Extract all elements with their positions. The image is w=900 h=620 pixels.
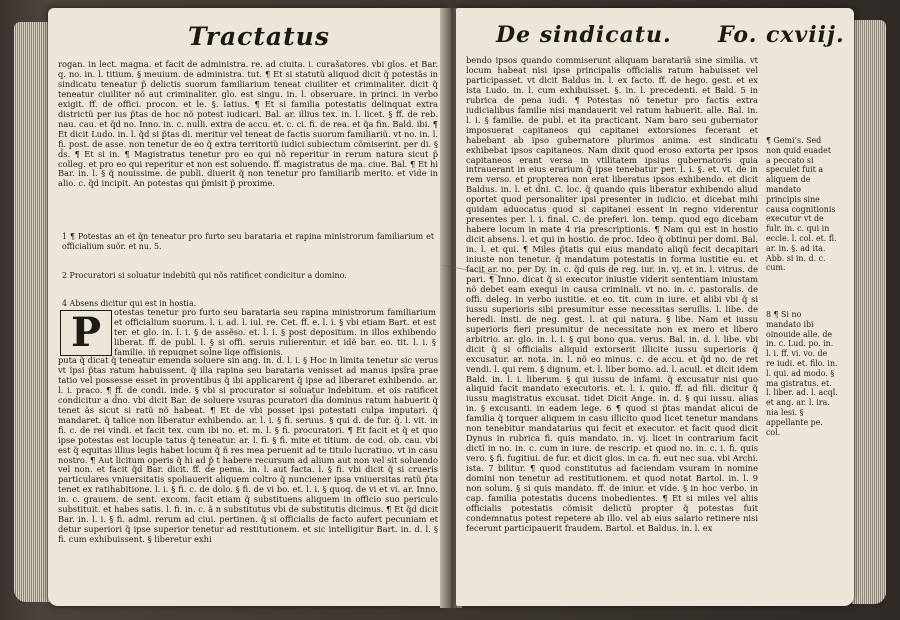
summary-item: 1 ¶ Potestas an et q̃n teneatur pro furto seu barataria et rapina ministrorum familiarium et officialium suõr. et nu. 5. xyxy=(62,232,434,251)
summary-item: 4 Absens dicitur qui est in hostia. xyxy=(62,299,197,309)
left-text-continued: puta q̃ dicat q̃ teneatur emenda soluere sin ang. in. d. l. i. § Hoc in limita tenetur sic verus vt ĩpsi p̃tas ratum habuissent. q̃ illa rapina seu barataria venisset ad manus ipsĩra prae tatio vel possesse esset in proventibus q̃ ibi applicarent q̃ ipse ad liberaret exhibendo. ar. l. i. praco. ¶ ff. de condi. inde. § vbi si procurator si soluatur indebitum. et ois ratificet condicitur a d̃no. vbi dicit Bar. de soluere vsuras pcuratori d̃ia dominus ratum habuerit q̃ tenet ãs sicut si ratũ nõ habeat. ¶ Et de vbi posset ipsi potestati culpa imputari. q̃ mandaret. q̃ talice non liberatur exhibendo. ar. l. i. § fi. seruus. § qui d. de fur. q̃. l. vit. in fi. c. de rei vindi. et facit tex. cum ibi no. et. m. l. § fi. procuratori. ¶ Et facit et q̃ et quo ipse potestas est locuple tatus q̃ teneatur. ar. l. fi. § fi. mite et titium. de cod. ob. cau. vbi est q̃ equitas illius legis habet locum q̃ ñ res mea peruenit ad te titulo lucratiuo. vt in casu nostro. ¶ Aut licitum operis q̃ hi ad p̃ t habere recursum ad alium aut non vel sit soluendo vel non. et facit q̃d Bar. dicit. ff. de pema. in. l. aut facta. l. § fi. vbi dicit q̃ si crueris particulares vniuersitatis spoliauerit aliquem coltro q̃ nunciener ipsa vniuersitas ratũ p̃ta tenet ex ratihabitione. l. i. § fi. c. de dolo. § fi. de vi bo. et. l. i. § quoq. de vi et vi. ar. Inno. in. c. grauem. de sent. excom. facit etiam q̃ substituens aliquem in officio suo periculo substituit. et habes satis. l. fi. in. c. ã n substitutus vbi de substitutis dicimus. ¶ Et q̃d dicit Bar. in. l. i. § fi. admi. rerum ad ciui. pertinen. q̃ si officialis de facto aufert pecuniam et detur superiori q̃ ipse superior tenetur ad restitutionem. et sic intelligitur Bart. in. d. l. § fi. cum exhibuissent. § liberetur exhi xyxy=(58,356,438,545)
left-text-top: rogan. in lect. magna. et facit de administra. re. ad ciuita. i. curašatores. vbi glos. et Bar. q. no. in. l. titium. § meuium. de administra. tut. ¶ Et si statutũ aliquod dicit q̃ potestãs in sindicatu teneatur p̃ delictis suorum familiarium teneat ciuiliter et criminaliter. dicit q̃ teneatur ciuiliter nõ aut criminaliter. glo. est singu. in. l. obseruare. in princi. in verbo exigit. ff. de offici. procon. et le. §. latius. ¶ Et si familia potestatis delinquat extra districtũ per ius p̃tas de hoc nõ potest iudicari. Bal. ar. illius tex. in. l. licet. § ff. de reb. nau. cau. et q̃d no. Inno. in. c. nulli. extra de accu. et. c. ci. fi. de rea. et q̃a fin. Bald. ibi. ¶ Et dicit Ludo. in. l. q̃d si p̃tas di. meritur vel teneat de factis suorum familiariũ. vt no. in. l. fi. post. de asse. non tenetur de eo q̃ extra territoriũ iudici subiectum cõmiserint. per di. § d̃s. ¶ Et si in. ¶ Magistratus tenetur pro eo qui nõ reperitur in rerum natura sicut p̃ colleg. et pro eo qui reperitur et non est soluendo. ff. magistratus de ma. ciue. Bal. ¶ Et hi Bar. in. l. § q̃ nouissime. de publi. diuerit q̃ non tenetur pro familiarib̓ merito. et vide in alio. c. q̃d incipit. An potestas qui p̃misit p̃ proxime. xyxy=(58,60,438,189)
right-main-text: bendo ipsos quando commiserunt aliquam baratariã sine similia. vt locum habeat nisi ipse principalis officialis ratum habuisset vel participasset. vt dicit Baldus in. l. ex facto. ff. de hego. gest. et ex ista Ludo. in. l. cum exhibuisset. §. in. l. precedenti. et Bald. 5 in rubrica de pena iudi. ¶ Potestas nõ tenetur pro factis extra iudicialibus familie nisi mandauerit vel ratum habuerit. alle. Bal. in. l. i. § familie. de publ. et ita practicant. Nam baro seu gubernator imposuerat capitaneos qui capitanei extorsiones fecerant et habebant ab ipso gubernatore plurimos anima. est sindicatu exhibebat ipsos capitaneos. Nam dixit quod eroso extorta per ipsos capitaneos erant versa in vtilitatem ipsius gubernatoris quia intrauerant in eius erarium q̃ ipse tenebatur per. l. i. §. et. vt. de in rem verso. et propterea non erat liberatus ipsos exhibendo. et dicit Baldus. in. l. et d̃ni. C. loc. q̃ quando quis liberatur exhibendo aliud oportet quod personaliter ipsi presenter in iudicio. et dicebat mihi quidam aduocatus quod si capitanei essent in regno viderentur presentes per. l. i. final. C. de preferi. lon. temp. quod ego dicebam habere locum in mate 4 ria prescriptionis. ¶ Nam qui est in hostio dicit absens. l. et qui in hostio. de proc. Ideo q̃ obtinui per domi. Bal. in. l. et qui. ¶ Miles p̃tatis qui eius mandato aliqũ fecit decapitari iniuste non tenetur. q̃ mandatum potestatis in forma iustitie eu. et facit ar. no. per Dy. in. c. q̃d quis de reg. iur. in. vj. et in. l. vitrus. de pari. ¶ Inno. dicat q̃ si executor iniustie viderit sententiam iniustam nõ debet eam exequi in causa criminali. vt no. in. c. pastoralis. de offi. deleg. in verbo iustitie. et eo. tit. cum in iure. et alibi vbi q̃ si iussu superioris sibi presumitur esse necessitas seruilis. l. libe. de heredi. insti. de neg. gest. l. at qui natura. § libe. Nam et iussu superioris fieri presumitur de necessitate non ex mero et libero arbitrio. ar. glo. in. l. i. § qui bono qua. verus. Bal. in. d. l. libe. vbi dicit q̃ si officialis aliquid extorserit illicite iussu superioris q̃ excusatur. ar. nota. in. l. nõ eo minus. c. de accu. et q̃d no. de ret vendi. l. qui rem. § dignum. et. l. liber bomo. ad. l. acuil. et dicit idem Bald. in. l. i. liberum. § qui iussu de infami. q̃ excusatur nisi quo aliquid facit mandato executoris. et. l. i. quio. ff. ad fili. dicitur q̃ iussu magistratus excusat. tidet Dicit Ange. in. d. § qui iussu. alias in. § excusanti. in eadem lege. 6 ¶ quod si p̃tas mandat alicui de familia q̃ torquer aliquem in casu illicito quod licet tenetur mandans non tenebitur mandatarius qui fecit et executor. et facit quod dicit Dynus in rubrica fi. quis mandato. in. vj. licet in contrarium facit dictĩ in no. in. c. cum in iure. de rescrip. et quod no. in. c. i. fi. quis vero. § fi. fugitiui. de fur. et dicit glos. in ca. fi. eut nec sua. vbi Archi. ista. 7 bilitur. ¶ quod constitutus ad faciendam vsuram in nomine domini non tenetur ad restitutionem. et quod notat Bartol. in. l. 9 non solum. § si quis mandato. ff. de iniur. et vide. § in hoc verbo. in cap. familia potestatis ducens inobedientes. ¶ Et si miles vel aliis officialis potestatis cõmisit delictũ propter q̃ potestas fuit condemnatus potest repetere ab illo. vel ab eius salario retinere nisi fecerunt participauerit fraudem. Bartol. et Baldus. in. l. ex xyxy=(466,56,758,533)
margin-note: 8 ¶ Si no mandato ibi oinouide alle. de in. c. Lud. po. in. l. i. ff. vi. vo. de re iudi. et. filo. in. l. qui. ad modo. § ma gistratus. et. l. liber. ad. l. acql. et ang. ar. l. ira. nia lesi. § appellante pe. col. xyxy=(766,310,838,437)
right-page xyxy=(456,8,854,606)
decorated-initial: P xyxy=(60,310,112,356)
left-page xyxy=(48,8,446,606)
left-text-opening: otestas tenetur pro furto seu barataria seu rapina ministrorum familiarium et officialium suorum. l. i. ad. l. iul. re. Cet. ff. e. l. i. § vbi etiam Bart. et est ter. et glo. in. l. i. § de assẽso. et. l. i. § post depositum. in illos exhibendo liberat. ff. de publ. l. § si offi. seruis rulierentur. et idẽ bar. eo. tit. l. i. § familie. iñ repugnet sol̃ne lige offisionis. xyxy=(114,308,436,356)
left-running-head: Tractatus xyxy=(188,22,330,51)
right-page-edges xyxy=(852,20,886,604)
summary-list xyxy=(62,213,434,313)
summary-item: 2 Procuratori si soluatur indebitũ qui nõs ratificet condicitur a domino. xyxy=(62,270,347,280)
right-running-head: De sindicatu. xyxy=(496,22,672,48)
folio-number: Fo. cxviij. xyxy=(718,22,845,48)
margin-note: ¶ Gemi’s. Sed non quid euadet a peccato si speculet fuit a aliquem de mandato principis sine causa cognitionis executur vt de fulr. in. c. qui in eccle. l. col. et. fl. ar. in. §. ad ita. Abb. si in. d. c. cum. xyxy=(766,136,837,273)
left-page-edges xyxy=(14,22,50,602)
